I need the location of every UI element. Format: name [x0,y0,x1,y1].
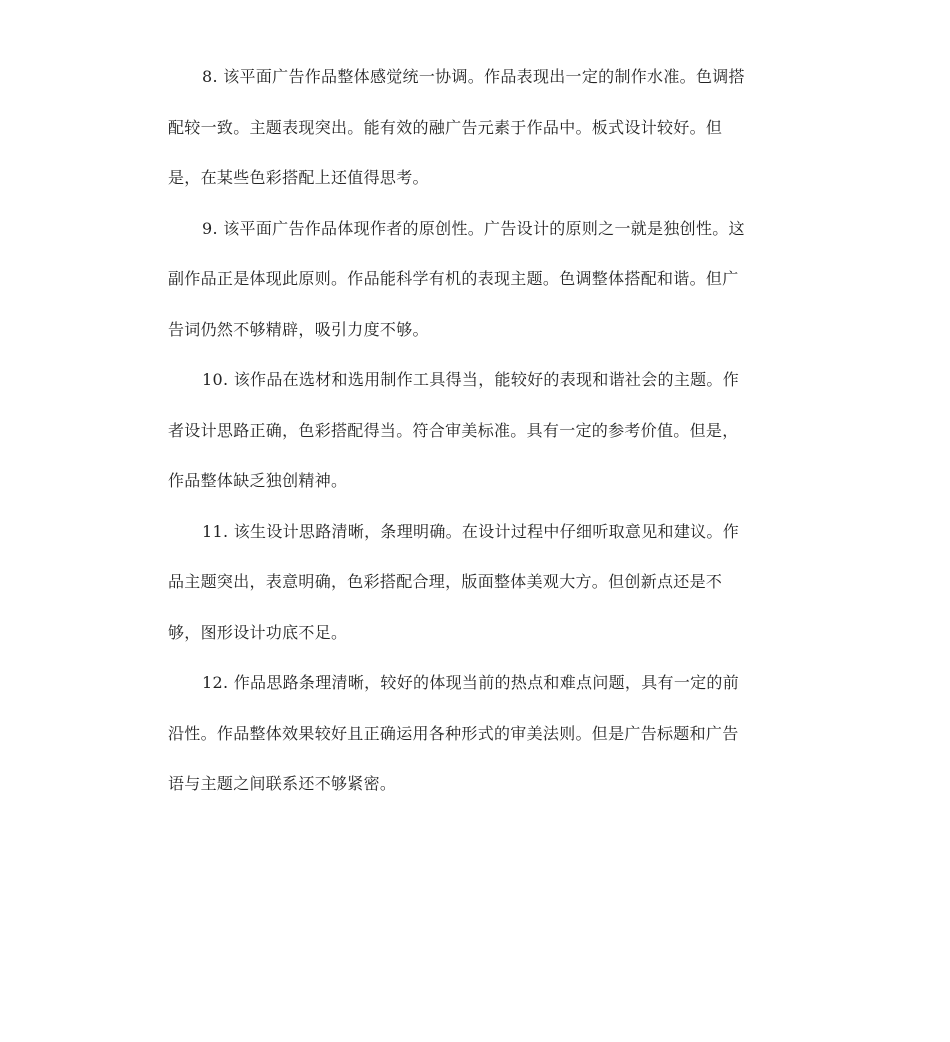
paragraph-line: 是，在某些色彩搭配上还值得思考。 [168,168,429,187]
paragraph-12 [168,668,780,820]
paragraph-line: 10. 该作品在选材和选用制作工具得当，能较好的表现和谐社会的主题。作 [202,370,740,389]
paragraph-line: 品主题突出，表意明确，色彩搭配合理，版面整体美观大方。但创新点还是不 [168,572,723,591]
paragraph-line: 11. 该生设计思路清晰，条理明确。在设计过程中仔细听取意见和建议。作 [202,521,740,541]
paragraph-line: 告词仍然不够精辟，吸引力度不够。 [168,319,429,339]
paragraph-line: 沿性。作品整体效果较好且正确运用各种形式的审美法则。但是广告标题和广告 [168,723,739,743]
paragraph-line: 9. 该平面广告作品体现作者的原创性。广告设计的原则之一就是独创性。这 [202,218,745,238]
paragraph-line: 者设计思路正确，色彩搭配得当。符合审美标准。具有一定的参考价值。但是， [168,420,739,440]
paragraph-line: 作品整体缺乏独创精神。 [168,471,348,490]
paragraph-8 [168,62,780,214]
document-body [168,62,780,820]
paragraph-10 [168,365,780,517]
paragraph-line: 语与主题之间联系还不够紧密。 [168,774,397,793]
paragraph-line: 副作品正是体现此原则。作品能科学有机的表现主题。色调整体搭配和谐。但广 [168,269,739,288]
paragraph-9 [168,214,780,366]
paragraph-11 [168,517,780,669]
paragraph-line: 8. 该平面广告作品整体感觉统一协调。作品表现出一定的制作水准。色调搭 [202,67,745,86]
paragraph-line: 12. 作品思路条理清晰，较好的体现当前的热点和难点问题，具有一定的前 [202,673,740,692]
paragraph-line: 够，图形设计功底不足。 [168,622,348,642]
paragraph-line: 配较一致。主题表现突出。能有效的融广告元素于作品中。板式设计较好。但 [168,117,723,137]
